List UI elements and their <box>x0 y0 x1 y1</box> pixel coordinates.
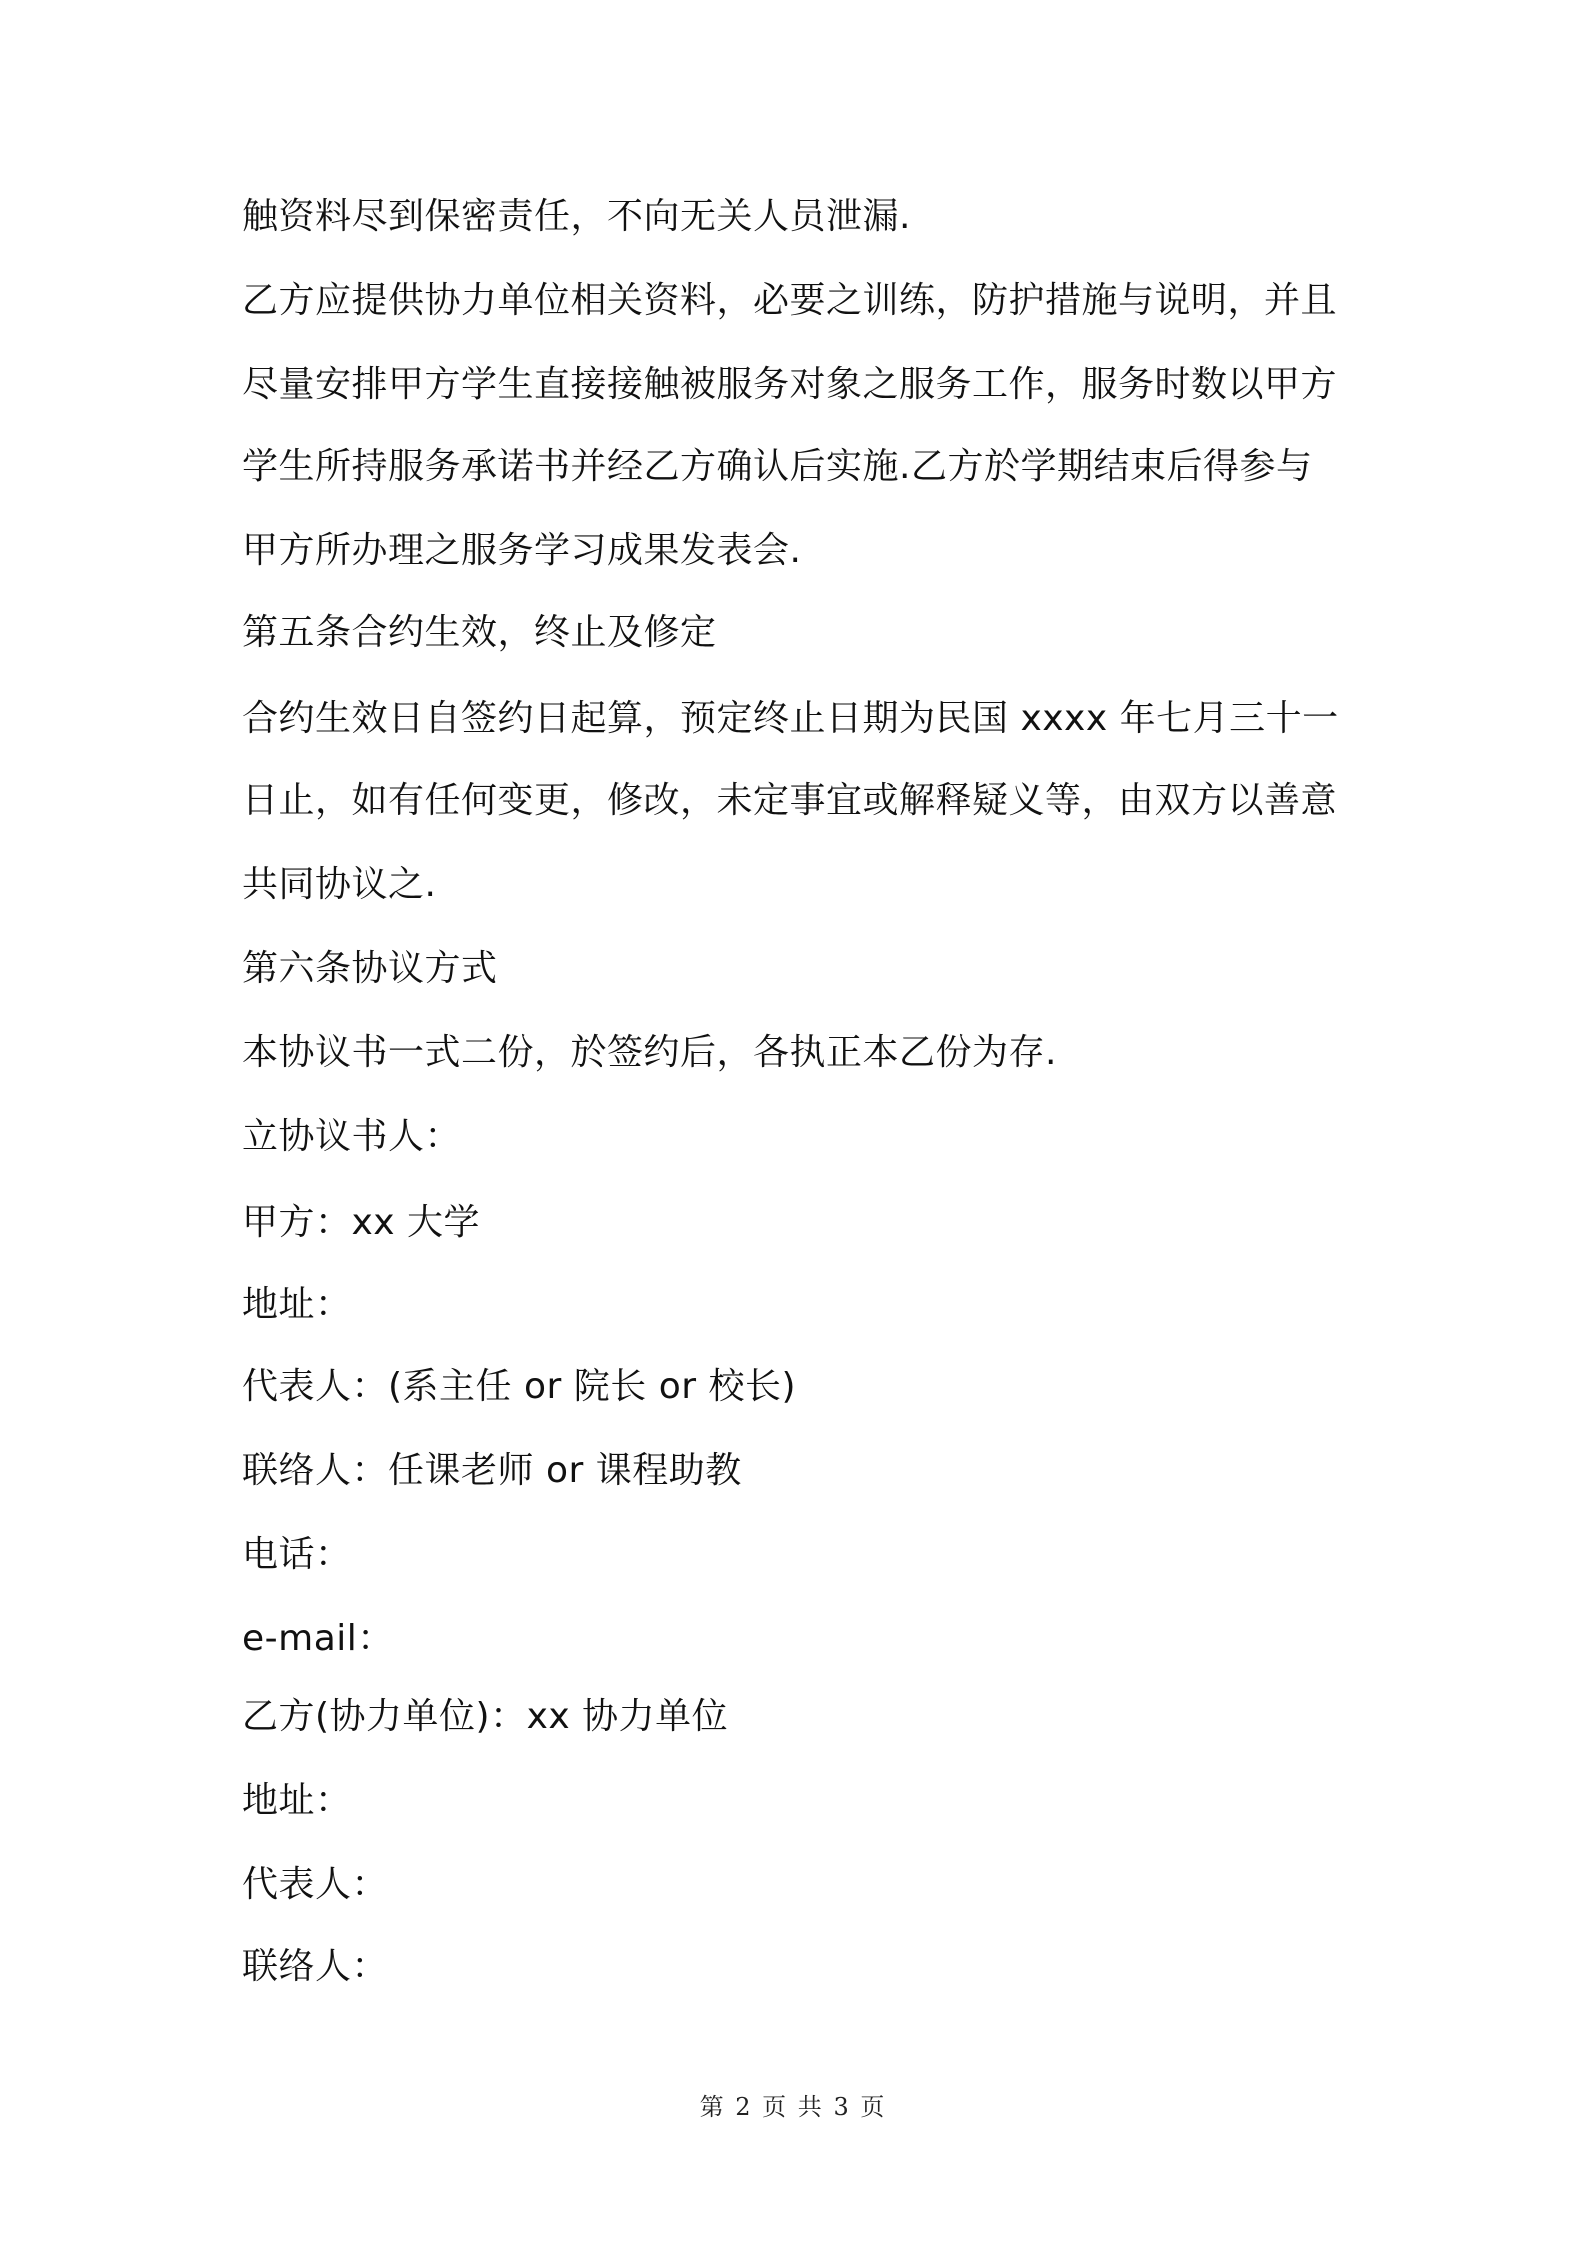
section-heading-article-5: 第五条合约生效，终止及修定 <box>242 612 717 653</box>
party-a-address: 地址： <box>242 1284 352 1325</box>
section-heading-article-6: 第六条协议方式 <box>242 948 498 989</box>
party-a-email: e-mail： <box>242 1618 394 1659</box>
body-line-effective-2: 日止，如有任何变更，修改，未定事宜或解释疑义等，由双方以善意 <box>242 780 1338 821</box>
party-a-phone: 电话： <box>242 1534 352 1575</box>
party-b-representative: 代表人： <box>242 1864 389 1905</box>
body-line-confidentiality: 触资料尽到保密责任，不向无关人员泄漏. <box>242 196 911 237</box>
party-a-name: 甲方：xx 大学 <box>242 1202 481 1243</box>
party-a-contact: 联络人：任课老师 or 课程助教 <box>242 1450 742 1491</box>
body-line-party-b-duty-2: 尽量安排甲方学生直接接触被服务对象之服务工作，服务时数以甲方 <box>242 364 1338 405</box>
body-line-effective-1: 合约生效日自签约日起算，预定终止日期为民国 xxxx 年七月三十一 <box>242 698 1339 739</box>
body-line-party-b-duty-4: 甲方所办理之服务学习成果发表会. <box>242 530 802 571</box>
page-number-footer: 第 2 页 共 3 页 <box>699 2093 887 2121</box>
party-b-address: 地址： <box>242 1780 352 1821</box>
party-a-representative: 代表人：(系主任 or 院长 or 校长) <box>242 1366 797 1407</box>
body-line-copies: 本协议书一式二份，於签约后，各执正本乙份为存. <box>242 1032 1057 1073</box>
body-line-effective-3: 共同协议之. <box>242 864 437 905</box>
party-b-contact: 联络人： <box>242 1946 389 1987</box>
signatories-heading: 立协议书人： <box>242 1116 462 1157</box>
party-b-name: 乙方(协力单位)：xx 协力单位 <box>242 1696 729 1737</box>
body-line-party-b-duty-1: 乙方应提供协力单位相关资料，必要之训练，防护措施与说明，并且 <box>242 280 1338 321</box>
body-line-party-b-duty-3: 学生所持服务承诺书并经乙方确认后实施.乙方於学期结束后得参与 <box>242 446 1313 487</box>
